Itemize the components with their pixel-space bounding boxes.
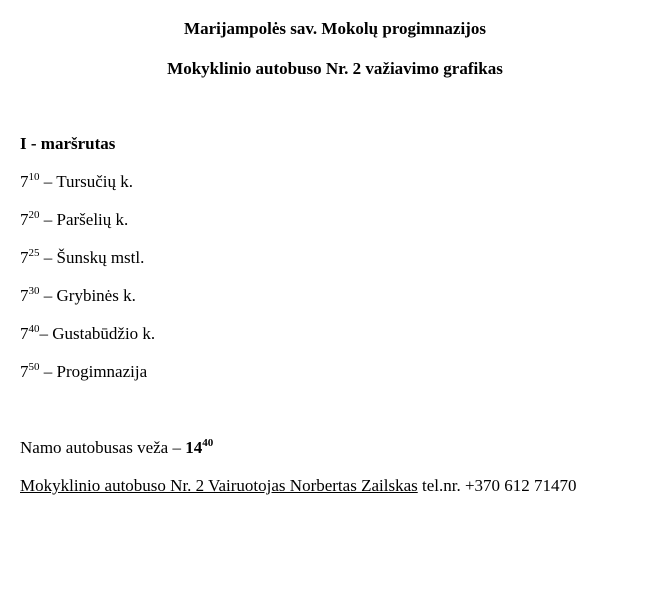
route-name: I - maršrutas <box>20 134 116 153</box>
stop-minute: 10 <box>28 171 40 183</box>
route-stop <box>20 248 144 270</box>
route-stop <box>20 286 136 308</box>
stop-hour: 7 <box>20 362 29 381</box>
school-title: Marijampolės sav. Mokolų progimnazijos <box>184 19 486 38</box>
stop-separator: – <box>39 248 57 267</box>
stop-minute: 40 <box>28 323 40 335</box>
stop-separator: – <box>39 324 53 343</box>
stop-place: Progimnazija <box>56 362 148 381</box>
return-minute: 40 <box>202 437 214 449</box>
return-trip <box>20 438 213 460</box>
stop-minute: 50 <box>28 361 40 373</box>
stop-place: Šunskų mstl. <box>56 248 145 267</box>
stop-separator: – <box>39 172 57 191</box>
stop-hour: 7 <box>20 286 29 305</box>
stop-place: Paršelių k. <box>56 210 129 229</box>
driver-phone: tel.nr. +370 612 71470 <box>417 476 577 495</box>
stop-hour: 7 <box>20 172 29 191</box>
stop-hour: 7 <box>20 324 29 343</box>
route-stop <box>20 362 147 384</box>
driver-name: Mokyklinio autobuso Nr. 2 Vairuotojas Norbertas Zailskas <box>20 476 418 495</box>
route-stop <box>20 210 128 232</box>
stop-place: Tursučių k. <box>56 172 134 191</box>
stop-separator: – <box>39 286 57 305</box>
stop-separator: – <box>39 210 57 229</box>
return-hour: 14 <box>185 438 203 457</box>
stop-minute: 20 <box>28 209 40 221</box>
route-stop <box>20 324 155 346</box>
return-label: Namo autobusas veža – <box>20 438 186 457</box>
stop-minute: 25 <box>28 247 40 259</box>
schedule-title: Mokyklinio autobuso Nr. 2 važiavimo grafikas <box>167 59 503 78</box>
stop-place: Grybinės k. <box>56 286 136 305</box>
stop-minute: 30 <box>28 285 40 297</box>
stop-hour: 7 <box>20 248 29 267</box>
route-stop <box>20 172 133 194</box>
stop-place: Gustabūdžio k. <box>52 324 156 343</box>
stop-hour: 7 <box>20 210 29 229</box>
driver-info <box>20 476 577 496</box>
stop-separator: – <box>39 362 57 381</box>
